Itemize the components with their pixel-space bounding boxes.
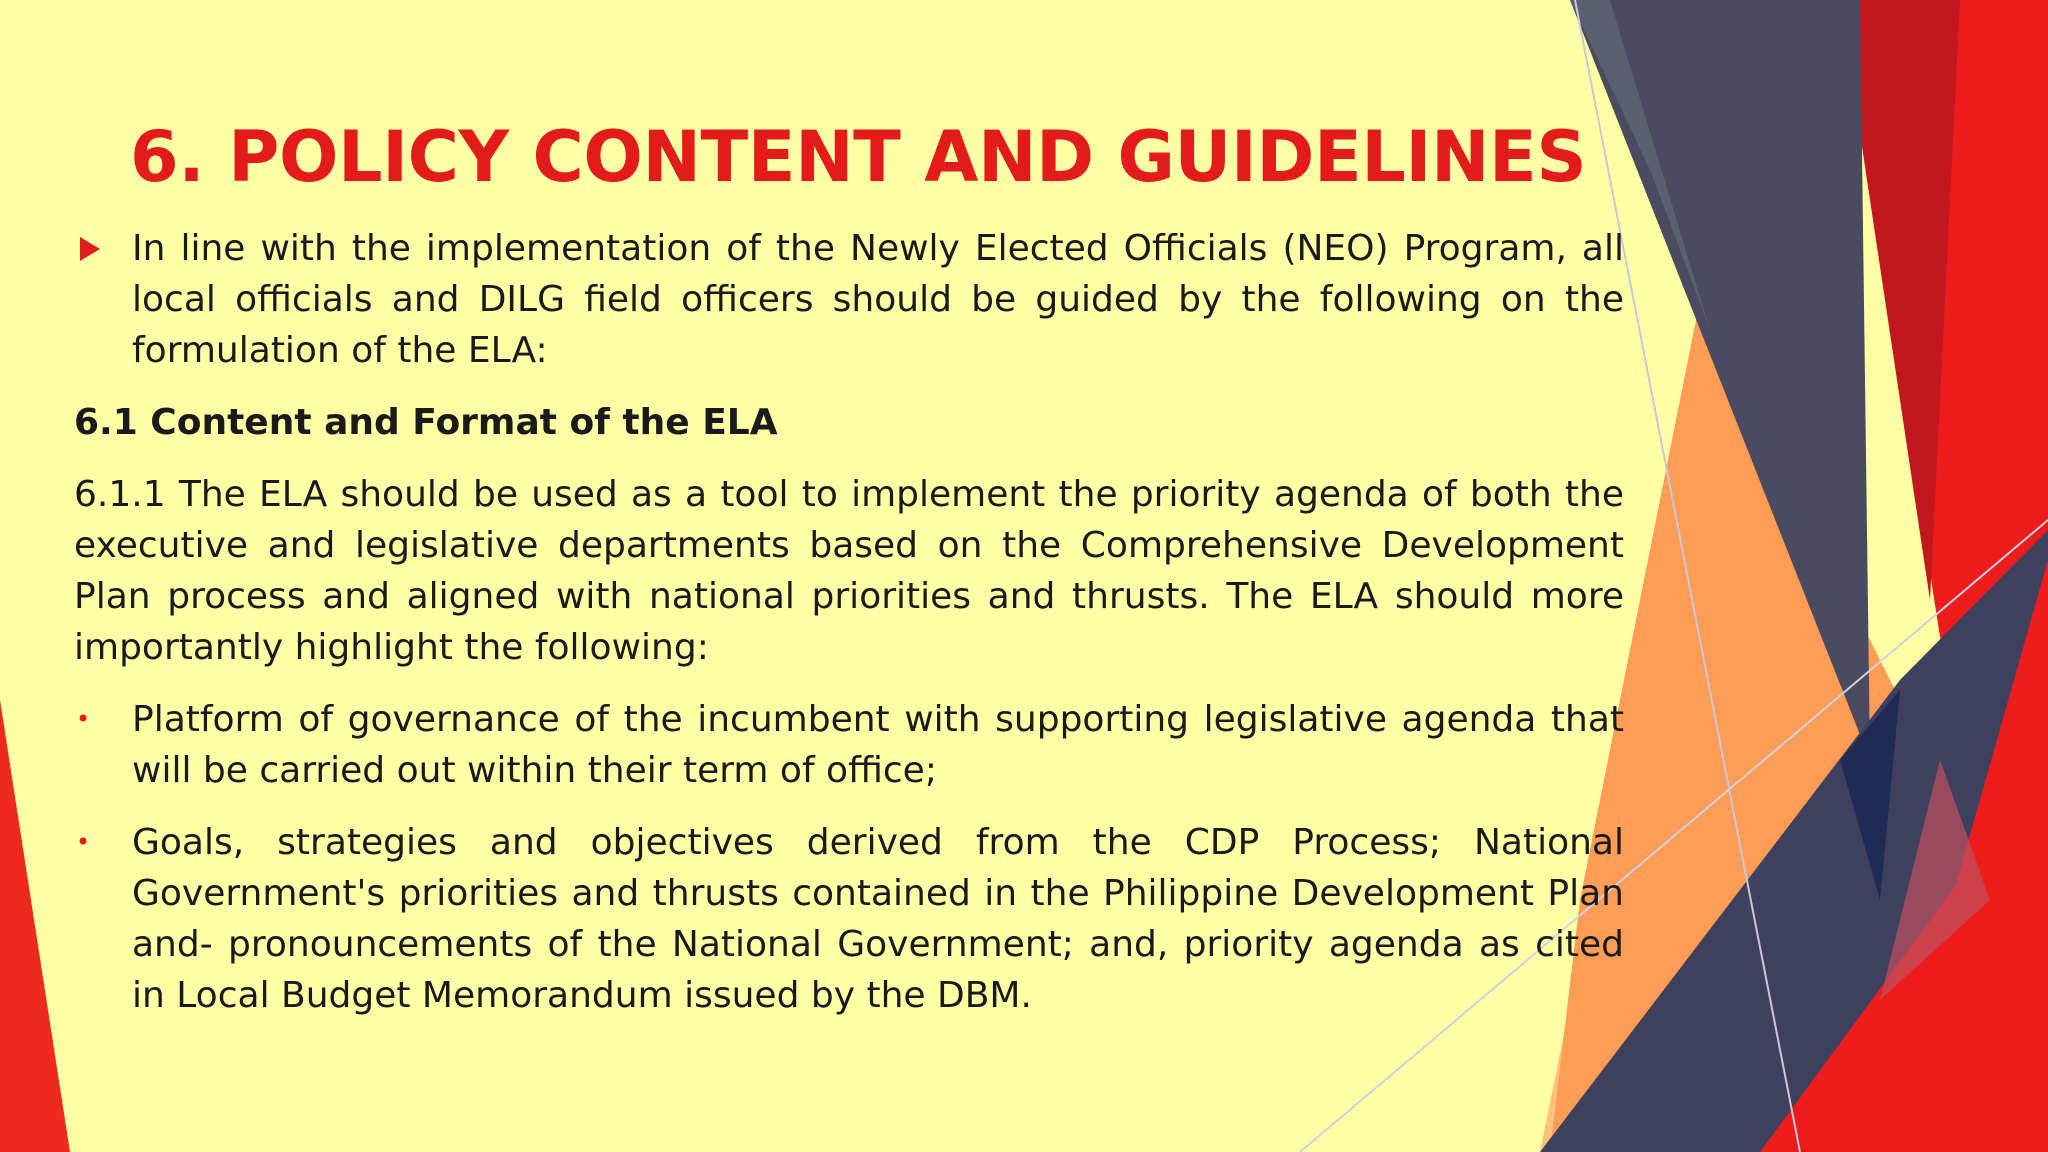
intro-paragraph [74, 223, 1624, 376]
triangle-bullet-icon [80, 237, 100, 261]
left-red-triangle [0, 700, 70, 1152]
bullet-text-1: Platform of governance of the incumbent with supporting legislative agenda that will be carried out within their term of office; [132, 699, 1624, 791]
bullet-dot-icon: • [76, 828, 91, 856]
section-heading: 6.1 Content and Format of the ELA [74, 402, 778, 443]
slide-title: 6. POLICY CONTENT AND GUIDELINES [130, 116, 1587, 198]
intro-text: In line with the implementation of the Newly Elected Officials (NEO) Program, all local officials and DILG field officers should be guided by the following on the formulation of the ELA: [132, 228, 1624, 371]
section-paragraph: 6.1.1 The ELA should be used as a tool to implement the priority agenda of both the executive and legislative departments based on the Comprehensive Development Plan process and aligned with national priorities and thrusts. The ELA should more importantly highlight the following: [74, 474, 1624, 668]
bullet-item-2 [74, 817, 1624, 1021]
slide-body [74, 223, 1624, 1042]
bullet-item-1 [74, 694, 1624, 796]
bullet-text-2: Goals, strategies and objectives derived from the CDP Process; National Government's priorities and thrusts contained in the Philippine Development Plan and- pronouncements of the National Government; and, priority agenda as cited in Local Budget Memorandum issued by the DBM. [132, 822, 1624, 1016]
bullet-dot-icon: • [76, 705, 91, 733]
